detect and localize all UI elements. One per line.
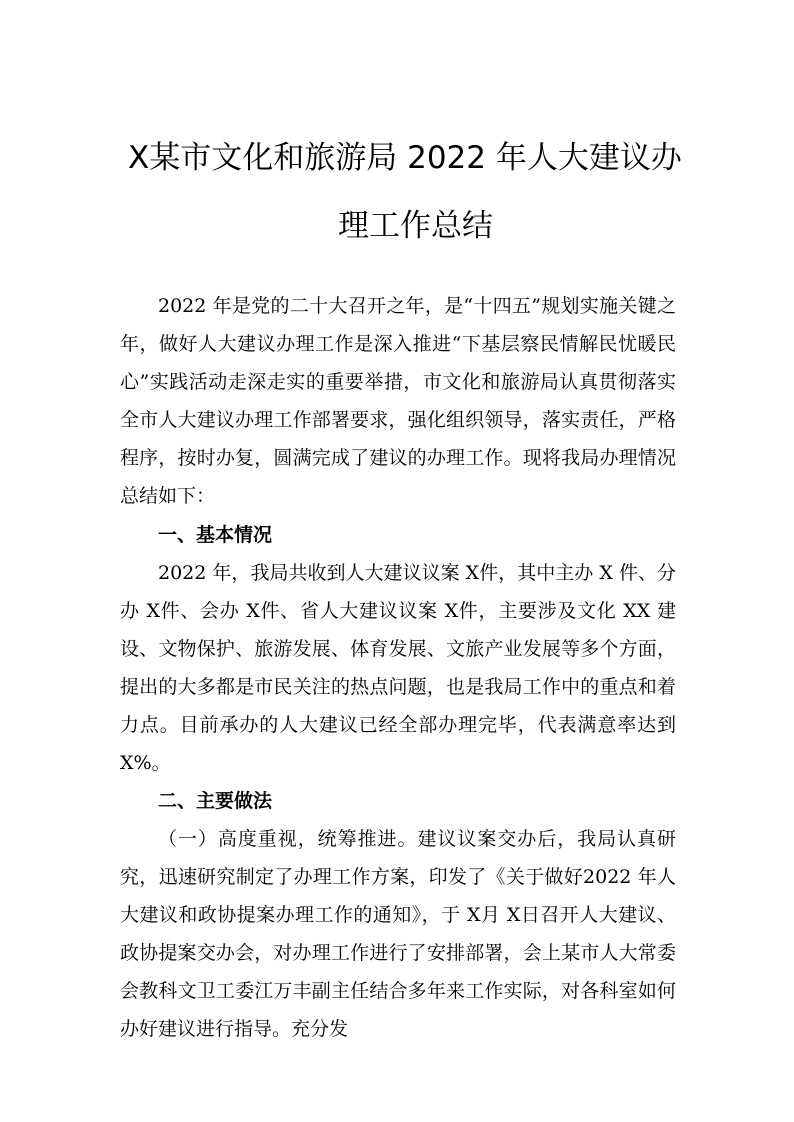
document-title-line-2: 理工作总结	[338, 208, 493, 244]
section-heading-basic-situation: 一、基本情况	[158, 524, 273, 546]
main-practices-paragraph: （一）高度重视，统筹推进。建议议案交办后，我局认真研究，迅速研究制定了办理工作方案，印发了《关于做好2022 年人大建议和政协提案办理工作的通知》，于 X月 X日召开人大建议、政协提案交办会，对办理工作进行了安排部署，会上某市人大常委会教科文卫工委江万丰副主任结合多年来工作实际，对各科室如何办好建议进行指导。充分发	[120, 828, 676, 1041]
intro-paragraph: 2022 年是党的二十大召开之年，是“十四五”规划实施关键之年，做好人大建议办理工作是深入推进“下基层察民情解民忧暖民心”实践活动走深走实的重要举措，市文化和旅游局认真贯彻落实全市人大建议办理工作部署要求，强化组织领导，落实责任，严格程序，按时办复，圆满完成了建议的办理工作。现将我局办理情况总结如下：	[120, 295, 676, 508]
basic-situation-paragraph: 2022 年，我局共收到人大建议议案 X件，其中主办 X 件、分办 X件、会办 X件、省人大建议议案 X件，主要涉及文化 XX 建设、文物保护、旅游发展、体育发展、文旅产业发展等多个方面，提出的大多都是市民关注的热点问题，也是我局工作中的重点和着力点。目前承办的人大建议已经全部办理完毕，代表满意率达到 X%。	[120, 562, 676, 775]
document-title-line-1: X某市文化和旅游局 2022 年人大建议办	[128, 140, 682, 176]
section-heading-main-practices: 二、主要做法	[158, 790, 273, 812]
